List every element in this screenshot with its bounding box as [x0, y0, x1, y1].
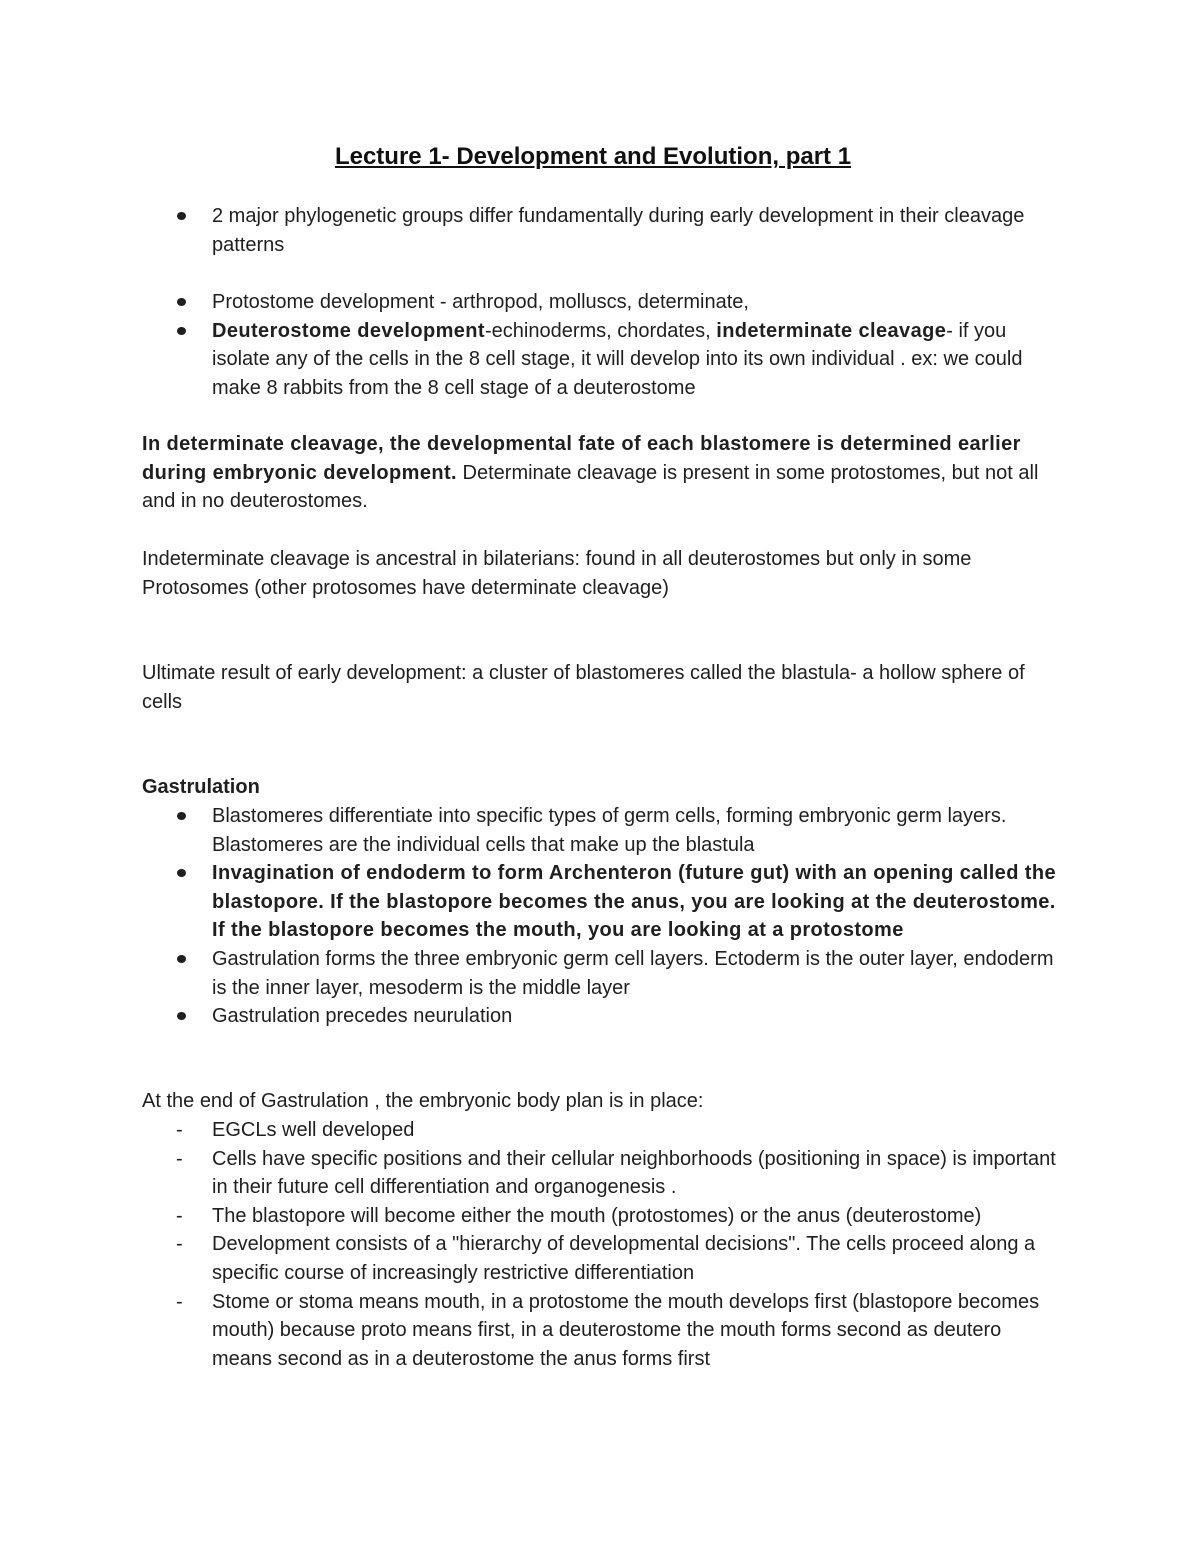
- bold-statement: Invagination of endoderm to form Archenteron (future gut) with an opening called the blastopore. If the blastopore becomes the anus, you are looking at the deuterostome. If the blastopore becomes the mouth, you are looking at a protostome: [212, 862, 1056, 942]
- determinate-paragraph: [142, 430, 1062, 516]
- cleavage-intro-list: [142, 202, 1062, 259]
- list-item: [142, 317, 1062, 403]
- indeterminate-paragraph: Indeterminate cleavage is ancestral in bilaterians: found in all deuterostomes but only in some Protosomes (other protosomes have determinate cleavage): [142, 548, 972, 599]
- ultimate-result-paragraph: Ultimate result of early development: a cluster of blastomeres called the blastula- a hollow sphere of cells: [142, 662, 1025, 713]
- list-item: Protostome development - arthropod, molluscs, determinate,: [142, 288, 1062, 317]
- document-title: Lecture 1- Development and Evolution, part 1: [334, 143, 852, 170]
- end-of-gastrulation-intro: At the end of Gastrulation , the embryonic body plan is in place:: [142, 1090, 704, 1112]
- bold-term: indeterminate cleavage: [716, 319, 947, 342]
- list-item: - Cells have specific positions and their cellular neighborhoods (positioning in space) is important in their future cell differentiation and organogenesis .: [142, 1145, 1062, 1202]
- bold-statement: In determinate cleavage, the developmental fate of each blastomere is determined earlier during embryonic development.: [142, 433, 1021, 484]
- list-item: Gastrulation precedes neurulation: [142, 1002, 1062, 1031]
- list-item: - The blastopore will become either the mouth (protostomes) or the anus (deuterostome): [142, 1202, 1062, 1231]
- list-item: [142, 859, 1062, 945]
- text-span: Determinate cleavage is present in some protostomes, but not all and in no deuterostomes.: [142, 461, 1039, 513]
- list-item: - Stome or stoma means mouth, in a protostome the mouth develops first (blastopore becomes mouth) because proto means first, in a deuterostome the mouth forms second as deutero means second as in a deuterostome the anus forms first: [142, 1288, 1062, 1374]
- gastrulation-list: [142, 802, 1062, 1031]
- body-plan-list: [142, 1116, 1062, 1373]
- list-item: Gastrulation forms the three embryonic germ cell layers. Ectoderm is the outer layer, endoderm is the inner layer, mesoderm is the middle layer: [142, 945, 1062, 1002]
- list-item: - Development consists of a "hierarchy of developmental decisions". The cells proceed along a specific course of increasingly restrictive differentiation: [142, 1230, 1062, 1287]
- development-types-list: [142, 288, 1062, 402]
- list-item: Blastomeres differentiate into specific types of germ cells, forming embryonic germ layers. Blastomeres are the individual cells that make up the blastula: [142, 802, 1062, 859]
- text-span: - if you isolate any of the cells in the 8 cell stage, it will develop into its own individual . ex: we could make 8 rabbits from the 8 cell stage of a deuterostome: [212, 319, 1023, 399]
- list-item: 2 major phylogenetic groups differ fundamentally during early development in their cleavage patterns: [142, 202, 1062, 259]
- list-item: - EGCLs well developed: [142, 1116, 1062, 1145]
- text-span: -echinoderms, chordates,: [485, 319, 717, 342]
- bold-term: Deuterostome development: [212, 319, 485, 342]
- gastrulation-heading: Gastrulation: [142, 776, 260, 798]
